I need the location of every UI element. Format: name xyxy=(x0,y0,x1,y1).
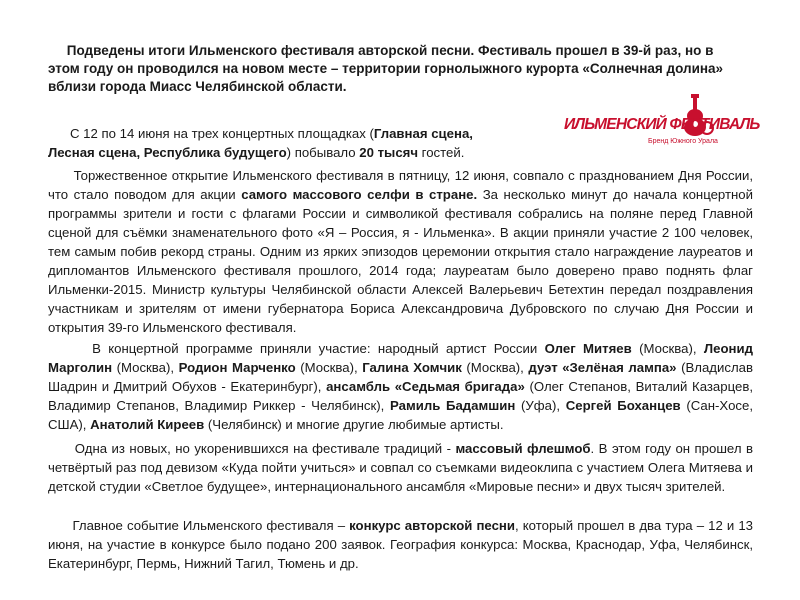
festival-logo xyxy=(548,94,760,156)
headline-text: Подведены итоги Ильменского фестиваля авторской песни. Фестиваль прошел в 39-й раз, но в этом году он проводился на новом месте – территории горнолыжного курорта «Солнечная долина» вблизи города Миасс Челябинской области. xyxy=(48,43,724,94)
paragraph-program: В концертной программе приняли участие: народный артист России Олег Митяев (Москва), Леонид Марголин (Москва), Родион Марченко (Москва), Галина Хомчик (Москва), дуэт «Зелёная лампа» (Владислав Шадрин и Дмитрий Обухов - Екатеринбург), ансамбль «Седьмая бригада» (Олег Степанов, Виталий Казарцев, Владимир Степанов, Владимир Риккер - Челябинск), Рамиль Бадамшин (Уфа), Сергей Боханцев (Сан-Хосе, США), Анатолий Киреев (Челябинск) и многие другие любимые артисты. xyxy=(48,341,754,432)
logo-subtitle: Бренд Южного Урала xyxy=(648,138,718,145)
paragraph-venues: С 12 по 14 июня на трех концертных площадках (Главная сцена, Лесная сцена, Республика будущего) побывало 20 тысяч гостей. xyxy=(48,126,473,160)
paragraph-opening: Торжественное открытие Ильменского фестиваля в пятницу, 12 июня, совпало с празднованием Дня России, что стало поводом для акции самого массового селфи в стране. За несколько минут до начала концертной программы зрители и гости с флагами России и символикой фестиваля собрались на поляне перед Главной сценой для съёмки знаменательного фото «Я – Россия, я - Ильменка». В акции приняли участие 2 100 человек, тем самым побив рекорд страны. Одним из ярких эпизодов церемонии открытия стало награждение лауреатов и дипломантов Ильменского фестиваля прошлого, 2014 года; лауреатам было доверено право поднять флаг Ильменки-2015. Министр культуры Челябинской области Алексей Валерьевич Бетехтин передал поздравления участникам и зрителям от имени губернатора Бориса Александровича Дубровского по случаю Дня России и открытия 39-го Ильменского фестиваля. xyxy=(48,168,753,335)
headline xyxy=(48,42,748,96)
paragraph-flashmob: Одна из новых, но укоренившихся на фестивале традиций - массовый флешмоб. В этом году он прошел в четвёртый раз под девизом «Куда пойти учиться» и совпал со съемками видеоклипа с участием Олега Митяева и детской студии «Светлое будущее», интернационального ансамбля «Мировые песни» и двух тысяч зрителей. xyxy=(48,441,753,494)
logo-title: ИЛЬМЕНСКИЙ ФЕСТИВАЛЬ xyxy=(564,116,760,133)
paragraph-contest: Главное событие Ильменского фестиваля – конкурс авторской песни, который прошел в два тура – 12 и 13 июня, на участие в конкурсе было подано 200 заявок. География конкурса: Москва, Краснодар, Уфа, Челябинск, Екатеринбург, Пермь, Нижний Тагил, Тюмень и др. xyxy=(48,518,753,571)
